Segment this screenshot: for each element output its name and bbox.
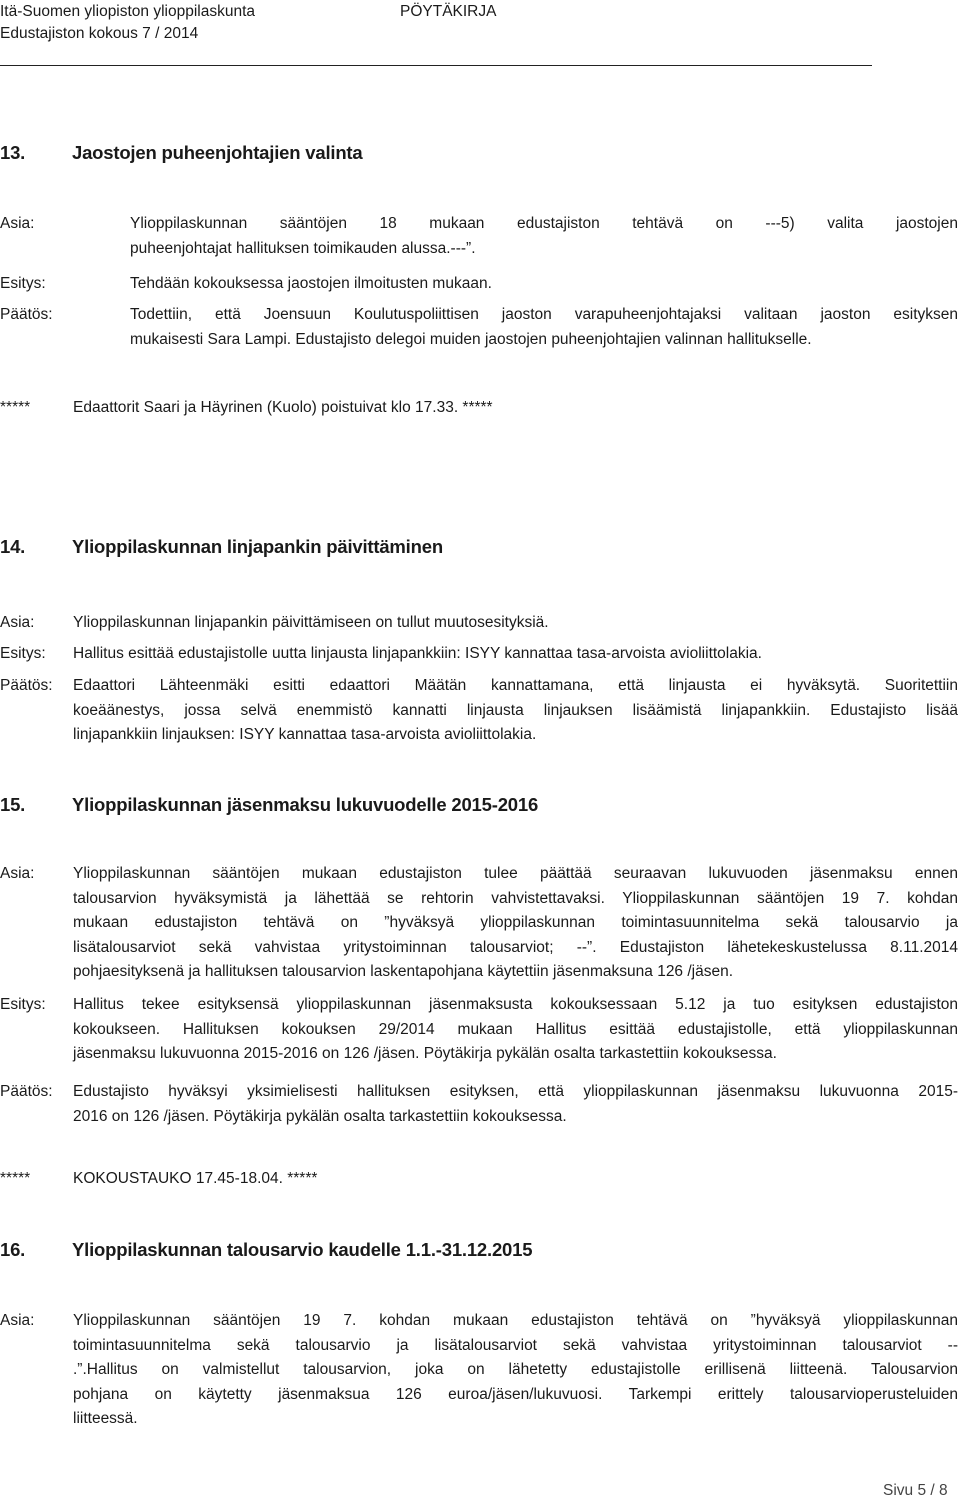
section-13-asia	[130, 212, 958, 261]
section-15-paatos	[73, 1080, 958, 1129]
section-15-paatos-label: Päätös:	[0, 1083, 53, 1100]
section-13-asia-line: puheenjohtajat hallituksen toimikauden alussa.---”.	[130, 239, 476, 257]
section-16-title: Ylioppilaskunnan talousarvio kaudelle 1.1.-31.12.2015	[72, 1239, 533, 1260]
section-15-asia-line: Ylioppilaskunnan sääntöjen mukaan edustajiston tulee päättää seuraavan lukuvuoden jäsenmaksu ennen	[73, 865, 958, 882]
section-16-number: 16.	[0, 1239, 26, 1260]
note-1-text: Edaattorit Saari ja Häyrinen (Kuolo) poistuivat klo 17.33. *****	[73, 399, 493, 416]
section-15-esitys-label: Esitys:	[0, 996, 46, 1013]
section-14-paatos	[73, 674, 958, 748]
header-rule	[0, 65, 872, 66]
section-13-paatos-line: mukaisesti Sara Lampi. Edustajisto delegoi muiden jaostojen puheenjohtajien valinnan hallitukselle.	[130, 330, 812, 348]
section-15-number: 15.	[0, 794, 26, 815]
section-14-esitys: Hallitus esittää edustajistolle uutta linjausta linjapankkiin: ISYY kannattaa tasa-arvoista avioliittolakia.	[73, 645, 762, 662]
header-doc-type: PÖYTÄKIRJA	[400, 3, 497, 20]
note-1-stars: *****	[0, 399, 31, 416]
section-13-esitys-label: Esitys:	[0, 275, 46, 292]
section-13-asia-line: Ylioppilaskunnan sääntöjen 18 mukaan edustajiston tehtävä on ---5) valita jaostojen	[130, 215, 958, 232]
section-15-title: Ylioppilaskunnan jäsenmaksu lukuvuodelle 2015-2016	[72, 794, 539, 815]
section-15-asia-label: Asia:	[0, 865, 35, 882]
section-13-paatos	[130, 303, 958, 352]
section-14-number: 14.	[0, 536, 26, 557]
section-16-asia-line: Ylioppilaskunnan sääntöjen 19 7. kohdan mukaan edustajiston tehtävä on ”hyväksyä ylioppilaskunnan	[73, 1312, 958, 1329]
header-meeting: Edustajiston kokous 7 / 2014	[0, 25, 199, 42]
section-13-paatos-label: Päätös:	[0, 306, 53, 323]
section-14-paatos-line: Edaattori Lähteenmäki esitti edaattori Määtän kannattamana, että linjausta ei hyväksytä. Suoritettiin	[73, 677, 958, 694]
section-13-paatos-line: Todettiin, että Joensuun Koulutuspoliittisen jaoston varapuheenjohtajaksi valitaan jaoston esityksen	[130, 306, 958, 323]
section-14-esitys-label: Esitys:	[0, 645, 46, 662]
section-15-paatos-line: 2016 on 126 /jäsen. Pöytäkirja pykälän osalta tarkastettiin kokouksessa.	[73, 1107, 567, 1125]
section-14-paatos-line: linjapankkiin linjauksen: ISYY kannattaa tasa-arvoista avioliittolakia.	[73, 726, 537, 743]
section-15-esitys	[73, 993, 958, 1067]
section-15-asia-line: talousarvion hyväksymistä ja lähettää se rehtorin vahvistettavaksi. Ylioppilaskunnan sääntöjen 19 7. kohdan	[73, 889, 958, 907]
section-15-esitys-line: jäsenmaksu lukuvuonna 2015-2016 on 126 /jäsen. Pöytäkirja pykälän osalta tarkastettiin kokouksessa.	[73, 1045, 777, 1062]
section-13-title: Jaostojen puheenjohtajien valinta	[72, 142, 363, 163]
section-16-asia-line: liitteessä.	[73, 1410, 138, 1427]
page-number: Sivu 5 / 8	[883, 1482, 948, 1499]
section-15-asia-line: lisätalousarviot sekä vahvistaa yritystoiminnan talousarviot; --”. Edustajiston lähetekeskustelussa 8.11.2014	[73, 938, 958, 956]
section-13-number: 13.	[0, 142, 26, 163]
section-14-paatos-line: koeäänestys, jossa selvä enemmistö kannatti linjausta linjauksen lisäämistä linjapankkiin. Edustajisto lisää	[73, 701, 958, 719]
section-13-esitys: Tehdään kokouksessa jaostojen ilmoitusten mukaan.	[130, 275, 492, 292]
section-15-paatos-line: Edustajisto hyväksyi yksimielisesti hallituksen esityksen, että ylioppilaskunnan jäsenmaksu lukuvuonna 2015-	[73, 1083, 958, 1100]
section-14-title: Ylioppilaskunnan linjapankin päivittäminen	[72, 536, 443, 557]
note-2-stars: *****	[0, 1170, 31, 1187]
section-15-asia	[73, 862, 958, 985]
section-14-asia: Ylioppilaskunnan linjapankin päivittämiseen on tullut muutosesityksiä.	[73, 614, 549, 631]
section-15-esitys-line: Hallitus tekee esityksensä ylioppilaskunnan jäsenmaksusta kokouksessaan 5.12 ja tuo esityksen edustajiston	[73, 996, 958, 1013]
section-15-asia-line: mukaan edustajiston tehtävä on ”hyväksyä ylioppilaskunnan toimintasuunnitelma sekä talousarvio ja	[73, 914, 958, 931]
section-14-asia-label: Asia:	[0, 614, 35, 631]
section-16-asia-line: pohjana on käytetty jäsenmaksua 126 euroa/jäsen/lukuvuosi. Tarkempi erittely talousarvioperusteluiden	[73, 1385, 958, 1403]
section-16-asia-label: Asia:	[0, 1312, 35, 1329]
section-14-paatos-label: Päätös:	[0, 677, 53, 694]
section-15-asia-line: pohjaesityksenä ja hallituksen talousarvion laskentapohjana käytettiin jäsenmaksuna 126 /jäsen.	[73, 963, 734, 980]
note-2-text: KOKOUSTAUKO 17.45-18.04. *****	[73, 1170, 318, 1187]
section-16-asia-line: .”.Hallitus on valmistellut talousarvion, joka on lähetetty edustajistolle erillisenä liitteenä. Talousarvion	[73, 1361, 958, 1378]
section-15-esitys-line: kokoukseen. Hallituksen kokouksen 29/2014 mukaan Hallitus esittää edustajistolle, että ylioppilaskunnan	[73, 1020, 958, 1038]
section-16-asia-line: toimintasuunnitelma sekä talousarvio ja lisätalousarviot sekä vahvistaa yritystoiminnan talousarviot --	[73, 1336, 958, 1354]
header-org: Itä-Suomen yliopiston ylioppilaskunta	[0, 3, 256, 20]
section-13-asia-label: Asia:	[0, 215, 35, 232]
section-16-asia	[73, 1309, 958, 1432]
